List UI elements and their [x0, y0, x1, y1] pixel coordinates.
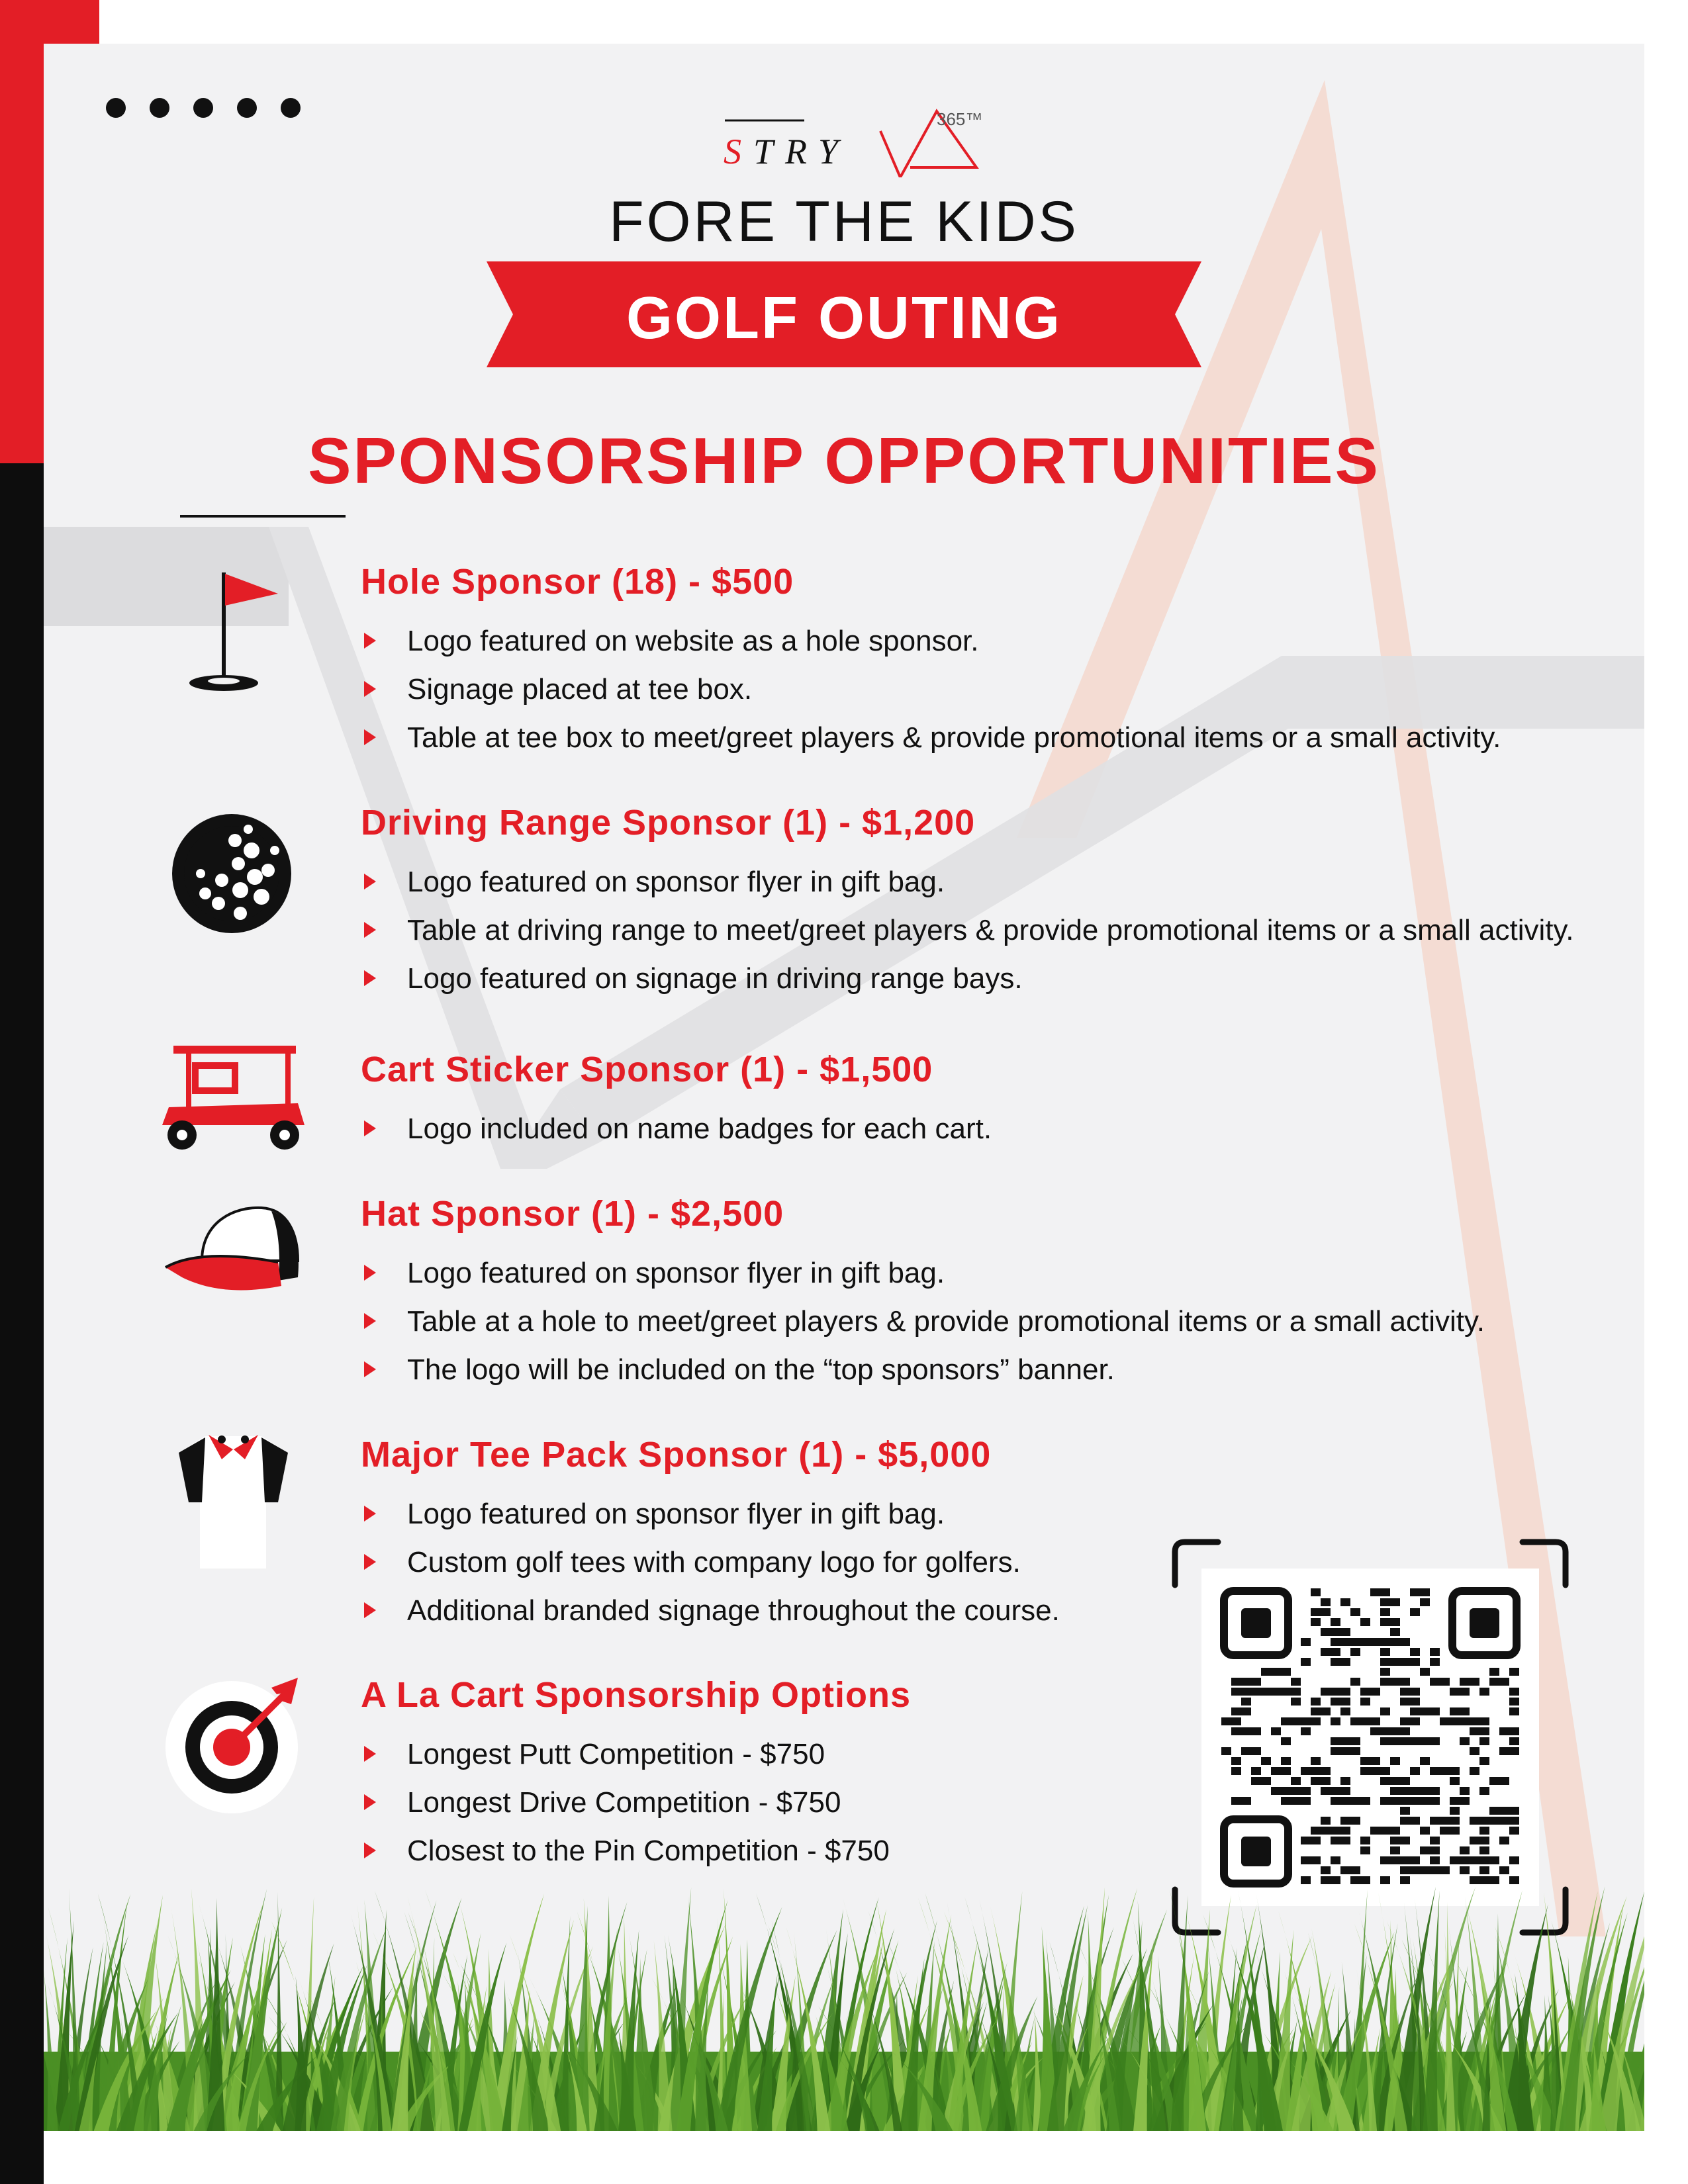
benefit-item: Logo included on name badges for each cart.	[361, 1105, 992, 1153]
section-title: A La Cart Sponsorship Options	[361, 1675, 912, 1715]
golf-flag-icon	[179, 566, 278, 695]
benefit-item: Custom golf tees with company logo for golfers.	[361, 1538, 1060, 1586]
polo-shirt-icon	[172, 1430, 295, 1572]
benefit-item: Logo featured on sponsor flyer in gift bag.	[361, 1490, 1060, 1538]
benefit-item: Table at a hole to meet/greet players & provide promotional items or a small activity.	[361, 1297, 1485, 1345]
bullet-arrow-icon	[364, 1746, 376, 1762]
golf-ball-icon	[169, 811, 295, 936]
bullet-arrow-icon	[364, 1794, 376, 1810]
section-title: Major Tee Pack Sponsor (1) - $5,000	[361, 1435, 992, 1475]
decorative-dots	[106, 98, 301, 118]
cart-sticker-sponsor-section	[361, 1049, 992, 1153]
bullet-arrow-icon	[364, 729, 376, 745]
section-title: Cart Sticker Sponsor (1) - $1,500	[361, 1050, 933, 1089]
hole-sponsor-section	[361, 561, 1501, 762]
benefit-item: Longest Putt Competition - $750	[361, 1730, 911, 1778]
benefit-list	[361, 858, 1573, 1003]
bullet-arrow-icon	[364, 1506, 376, 1522]
page-headline: SPONSORSHIP OPPORTUNITIES	[308, 424, 1380, 497]
benefit-list	[361, 1730, 911, 1875]
cap-icon	[162, 1201, 305, 1300]
benefit-item: Longest Drive Competition - $750	[361, 1778, 911, 1827]
headline-rule	[180, 515, 346, 518]
grass-border	[44, 1873, 1644, 2138]
tee-pack-sponsor-section	[361, 1434, 1060, 1635]
driving-range-sponsor-section	[361, 802, 1573, 1003]
section-title: Driving Range Sponsor (1) - $1,200	[361, 803, 976, 842]
bullet-arrow-icon	[364, 1120, 376, 1136]
hat-sponsor-section	[361, 1193, 1485, 1394]
bullet-arrow-icon	[364, 874, 376, 889]
benefit-list	[361, 617, 1501, 762]
benefit-list	[361, 1490, 1060, 1635]
bullet-arrow-icon	[364, 681, 376, 697]
logo-wordmark: STRY	[724, 132, 851, 171]
benefit-item: The logo will be included on the “top sponsors” banner.	[361, 1345, 1485, 1394]
bullet-arrow-icon	[364, 1361, 376, 1377]
benefit-item: Logo featured on website as a hole sponsor.	[361, 617, 1501, 665]
bullet-arrow-icon	[364, 1843, 376, 1858]
benefit-item: Closest to the Pin Competition - $750	[361, 1827, 911, 1875]
bullet-arrow-icon	[364, 633, 376, 649]
benefit-item: Table at driving range to meet/greet players & provide promotional items or a small activity.	[361, 906, 1573, 954]
bullet-arrow-icon	[364, 970, 376, 986]
bullet-arrow-icon	[364, 1554, 376, 1570]
logo-superscript: 365™	[937, 109, 983, 129]
benefit-item: Additional branded signage throughout the course.	[361, 1586, 1060, 1635]
benefit-item: Logo featured on sponsor flyer in gift bag.	[361, 858, 1573, 906]
benefit-list	[361, 1105, 992, 1153]
banner-text: GOLF OUTING	[626, 285, 1062, 351]
golf-cart-icon	[159, 1042, 308, 1152]
benefit-item: Signage placed at tee box.	[361, 665, 1501, 713]
bullet-arrow-icon	[364, 1265, 376, 1281]
bullet-arrow-icon	[364, 1602, 376, 1618]
a-la-cart-section	[361, 1674, 911, 1875]
event-title: FORE THE KIDS	[609, 190, 1079, 253]
benefit-item: Logo featured on signage in driving range bays.	[361, 954, 1573, 1003]
section-title: Hat Sponsor (1) - $2,500	[361, 1194, 784, 1234]
benefit-list	[361, 1249, 1485, 1394]
benefit-item: Table at tee box to meet/greet players & provide promotional items or a small activity.	[361, 713, 1501, 762]
bullet-arrow-icon	[364, 922, 376, 938]
bottom-margin	[44, 2131, 1644, 2184]
bullet-arrow-icon	[364, 1313, 376, 1329]
target-icon	[165, 1674, 305, 1813]
benefit-item: Logo featured on sponsor flyer in gift bag.	[361, 1249, 1485, 1297]
section-title: Hole Sponsor (18) - $500	[361, 562, 794, 602]
